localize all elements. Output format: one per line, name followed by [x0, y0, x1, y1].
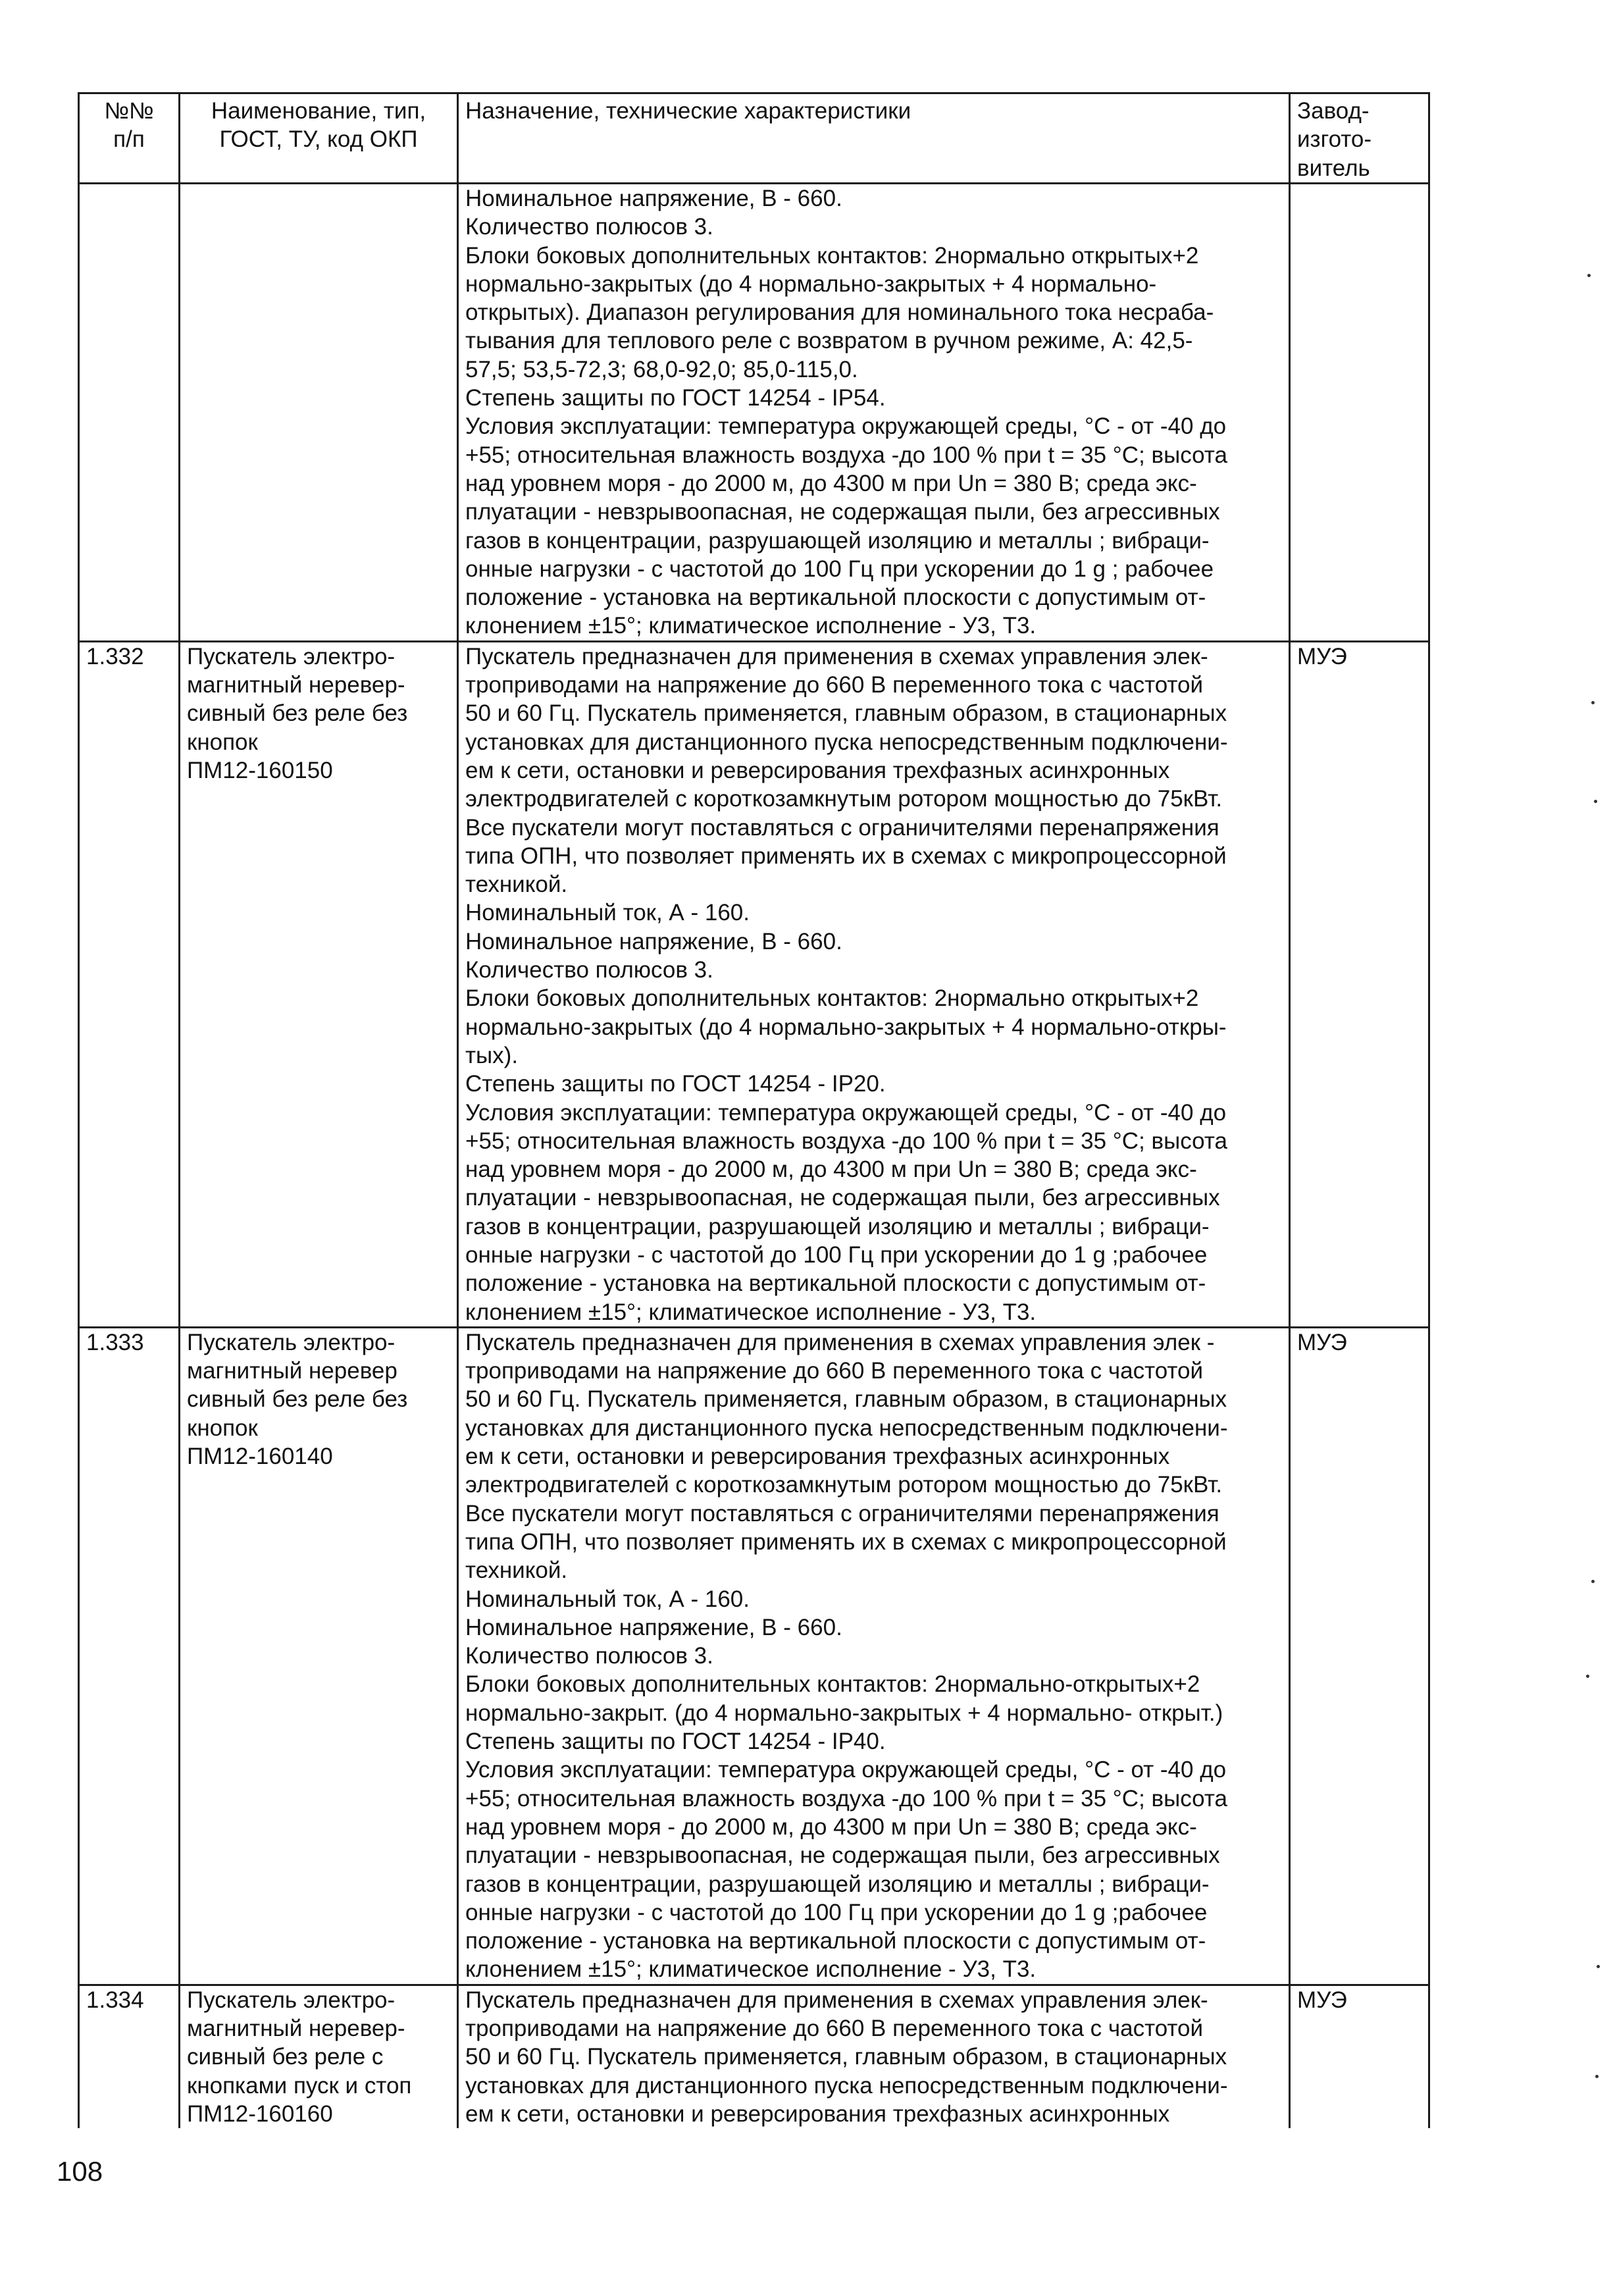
- description-line: положение - установка на вертикальной плоскости с допустимым от-: [465, 585, 1206, 611]
- product-name-line: магнитный неревер-: [187, 672, 405, 698]
- description-line: плуатации - невзрывоопасная, не содержащая пыли, без агрессивных: [465, 499, 1220, 525]
- product-name-line: ПМ12-160140: [187, 1444, 333, 1470]
- description-line: положение - установка на вертикальной плоскости с допустимым от-: [465, 1270, 1206, 1297]
- product-name: [180, 1985, 458, 2128]
- description-line: Количество полюсов 3.: [465, 214, 713, 240]
- description-line: ем к сети, остановки и реверсирования трехфазных асинхронных: [465, 2100, 1170, 2127]
- description-line: клонением ±15°; климатическое исполнение - У3, Т3.: [465, 613, 1037, 639]
- product-name-line: ПМ12-160160: [187, 2100, 333, 2127]
- product-name-line: сивный без реле с: [187, 2044, 384, 2070]
- description-line: ем к сети, остановки и реверсирования трехфазных асинхронных: [465, 757, 1170, 783]
- description-line: +55; относительная влажность воздуха -до 100 % при t = 35 °С; высота: [465, 1128, 1227, 1154]
- description-line: нормально-закрытых (до 4 нормально-закрытых + 4 нормально-: [465, 271, 1157, 297]
- table-header-row: [79, 93, 1429, 184]
- description-line: открытых). Диапазон регулирования для номинального тока несраба-: [465, 300, 1214, 326]
- header-name-line: Наименование, тип,: [211, 98, 426, 124]
- manufacturer: МУЭ: [1290, 1327, 1429, 1985]
- description-line: Все пускатели могут поставляться с ограничителями перенапряжения: [465, 814, 1219, 841]
- manufacturer: МУЭ: [1290, 1985, 1429, 2128]
- description-line: 50 и 60 Гц. Пускатель применяется, главным образом, в стационарных: [465, 2044, 1227, 2070]
- spec-table: [78, 92, 1430, 2128]
- description-line: троприводами на напряжение до 660 В переменного тока с частотой: [465, 672, 1204, 698]
- description-line: электродвигателей с короткозамкнутым ротором мощностью до 75кВт.: [465, 1472, 1223, 1498]
- row-number: 1.334: [79, 1985, 180, 2128]
- table-row: [79, 1327, 1429, 1985]
- description-line: нормально-закрытых (до 4 нормально-закрытых + 4 нормально-откры-: [465, 1014, 1227, 1040]
- description-line: Условия эксплуатации: температура окружающей среды, °С - от -40 до: [465, 1757, 1227, 1783]
- product-name-line: ПМ12-160150: [187, 757, 333, 783]
- header-number-line: п/п: [113, 126, 145, 153]
- header-manufacturer: [1290, 93, 1429, 184]
- description-line: +55; относительная влажность воздуха -до 100 % при t = 35 °С; высота: [465, 1785, 1227, 1812]
- product-name: [180, 641, 458, 1327]
- description-line: клонением ±15°; климатическое исполнение - У3, Т3.: [465, 1956, 1037, 1983]
- product-name-line: Пускатель электро-: [187, 643, 396, 669]
- header-manufacturer-line: витель: [1297, 155, 1370, 181]
- table-body: [79, 184, 1429, 2129]
- description-line: газов в концентрации, разрушающей изоляцию и металлы ; вибраци-: [465, 1871, 1210, 1897]
- scan-speck: [1586, 1675, 1589, 1678]
- description-line: 57,5; 53,5-72,3; 68,0-92,0; 85,0-115,0.: [465, 356, 858, 382]
- description-line: онные нагрузки - с частотой до 100 Гц при ускорении до 1 g ;рабочее: [465, 1241, 1208, 1268]
- description-line: Номинальное напряжение, В - 660.: [465, 1614, 842, 1640]
- description-line: +55; относительная влажность воздуха -до 100 % при t = 35 °С; высота: [465, 442, 1227, 468]
- product-description: [458, 641, 1290, 1327]
- table-row: [79, 184, 1429, 642]
- description-line: типа ОПН, что позволяет применять их в схемах с микропроцессорной: [465, 1528, 1227, 1555]
- description-line: над уровнем моря - до 2000 м, до 4300 м при Un = 380 В; среда экс-: [465, 1813, 1197, 1840]
- header-manufacturer-line: Завод-: [1297, 98, 1370, 124]
- description-line: типа ОПН, что позволяет применять их в схемах с микропроцессорной: [465, 843, 1227, 869]
- description-line: онные нагрузки - с частотой до 100 Гц при ускорении до 1 g ;рабочее: [465, 1899, 1208, 1925]
- description-line: 50 и 60 Гц. Пускатель применяется, главным образом, в стационарных: [465, 1386, 1227, 1413]
- description-line: тывания для теплового реле с возвратом в ручном режиме, А: 42,5-: [465, 328, 1193, 354]
- description-line: газов в концентрации, разрушающей изоляцию и металлы ; вибраци-: [465, 527, 1210, 554]
- product-description: [458, 1327, 1290, 1985]
- product-description: [458, 184, 1290, 642]
- description-line: Пускатель предназначен для применения в схемах управления элек-: [465, 643, 1208, 669]
- description-line: онные нагрузки - с частотой до 100 Гц при ускорении до 1 g ; рабочее: [465, 556, 1214, 582]
- header-name: [180, 93, 458, 184]
- table-row: [79, 1985, 1429, 2128]
- description-line: Пускатель предназначен для применения в схемах управления элек-: [465, 1987, 1208, 2013]
- description-line: техникой.: [465, 1557, 568, 1584]
- description-line: нормально-закрыт. (до 4 нормально-закрытых + 4 нормально- открыт.): [465, 1700, 1223, 1726]
- description-line: Степень защиты по ГОСТ 14254 - IP20.: [465, 1071, 886, 1097]
- product-name-line: сивный без реле без: [187, 700, 408, 727]
- description-line: Номинальное напряжение, В - 660.: [465, 186, 842, 211]
- description-line: Степень защиты по ГОСТ 14254 - IP54.: [465, 385, 886, 411]
- scan-speck: [1597, 1965, 1600, 1968]
- scan-speck: [1594, 800, 1597, 803]
- header-number: [79, 93, 180, 184]
- description-line: клонением ±15°; климатическое исполнение - У3, Т3.: [465, 1299, 1037, 1325]
- header-description: [458, 93, 1290, 184]
- description-line: положение - установка на вертикальной плоскости с допустимым от-: [465, 1928, 1206, 1954]
- description-line: Номинальный ток, А - 160.: [465, 1586, 750, 1612]
- table-row: [79, 641, 1429, 1327]
- description-line: плуатации - невзрывоопасная, не содержащая пыли, без агрессивных: [465, 1185, 1220, 1211]
- product-name-line: Пускатель электро-: [187, 1987, 396, 2013]
- scan-speck: [1591, 1580, 1595, 1583]
- product-name-line: кнопок: [187, 1415, 258, 1441]
- description-line: газов в концентрации, разрушающей изоляцию и металлы ; вибраци-: [465, 1213, 1210, 1239]
- product-name-line: магнитный неревер: [187, 1358, 397, 1384]
- row-number: 1.332: [79, 641, 180, 1327]
- scan-speck: [1595, 2075, 1599, 2078]
- description-line: Номинальный ток, А - 160.: [465, 900, 750, 926]
- description-line: Блоки боковых дополнительных контактов: 2нормально открытых+2: [465, 985, 1199, 1012]
- description-line: Количество полюсов 3.: [465, 957, 713, 983]
- description-line: Степень защиты по ГОСТ 14254 - IP40.: [465, 1729, 886, 1755]
- description-line: Блоки боковых дополнительных контактов: 2нормально открытых+2: [465, 242, 1199, 269]
- description-line: установках для дистанционного пуска непосредственным подключени-: [465, 729, 1228, 755]
- description-line: Количество полюсов 3.: [465, 1643, 713, 1669]
- product-name-line: магнитный неревер-: [187, 2016, 405, 2041]
- description-line: установках для дистанционного пуска непосредственным подключени-: [465, 2072, 1228, 2099]
- scan-speck: [1587, 274, 1591, 277]
- page-number: 108: [57, 2156, 103, 2187]
- header-number-line: №№: [104, 98, 154, 124]
- product-name: [180, 1327, 458, 1985]
- description-line: ем к сети, остановки и реверсирования трехфазных асинхронных: [465, 1444, 1170, 1470]
- scan-speck: [1591, 701, 1595, 704]
- description-line: Пускатель предназначен для применения в схемах управления элек -: [465, 1329, 1215, 1355]
- description-line: над уровнем моря - до 2000 м, до 4300 м при Un = 380 В; среда экс-: [465, 470, 1197, 496]
- header-manufacturer-line: изгото-: [1297, 126, 1372, 153]
- description-line: Все пускатели могут поставляться с ограничителями перенапряжения: [465, 1500, 1219, 1526]
- description-line: троприводами на напряжение до 660 В переменного тока с частотой: [465, 2016, 1204, 2041]
- description-line: Условия эксплуатации: температура окружающей среды, °С - от -40 до: [465, 1099, 1227, 1126]
- product-name-line: сивный без реле без: [187, 1386, 408, 1413]
- product-description: [458, 1985, 1290, 2128]
- row-number: 1.333: [79, 1327, 180, 1985]
- description-line: Номинальное напряжение, В - 660.: [465, 928, 842, 954]
- product-name: [180, 184, 458, 642]
- header-name-line: ГОСТ, ТУ, код ОКП: [219, 126, 418, 153]
- description-line: электродвигателей с короткозамкнутым ротором мощностью до 75кВт.: [465, 786, 1223, 812]
- description-line: тых).: [465, 1042, 519, 1068]
- row-number: [79, 184, 180, 642]
- description-line: троприводами на напряжение до 660 В переменного тока с частотой: [465, 1358, 1204, 1384]
- product-name-line: кнопками пуск и стоп: [187, 2072, 412, 2099]
- description-line: над уровнем моря - до 2000 м, до 4300 м при Un = 380 В; среда экс-: [465, 1157, 1197, 1183]
- description-line: установках для дистанционного пуска непосредственным подключени-: [465, 1415, 1228, 1441]
- description-line: Блоки боковых дополнительных контактов: 2нормально-открытых+2: [465, 1671, 1200, 1698]
- manufacturer: МУЭ: [1290, 641, 1429, 1327]
- manufacturer: [1290, 184, 1429, 642]
- product-name-line: Пускатель электро-: [187, 1329, 396, 1355]
- description-line: техникой.: [465, 872, 568, 898]
- description-line: плуатации - невзрывоопасная, не содержащая пыли, без агрессивных: [465, 1842, 1220, 1869]
- header-description-line: Назначение, технические характеристики: [465, 98, 911, 124]
- description-line: Условия эксплуатации: температура окружающей среды, °С - от -40 до: [465, 413, 1227, 440]
- description-line: 50 и 60 Гц. Пускатель применяется, главным образом, в стационарных: [465, 700, 1227, 727]
- product-name-line: кнопок: [187, 729, 258, 755]
